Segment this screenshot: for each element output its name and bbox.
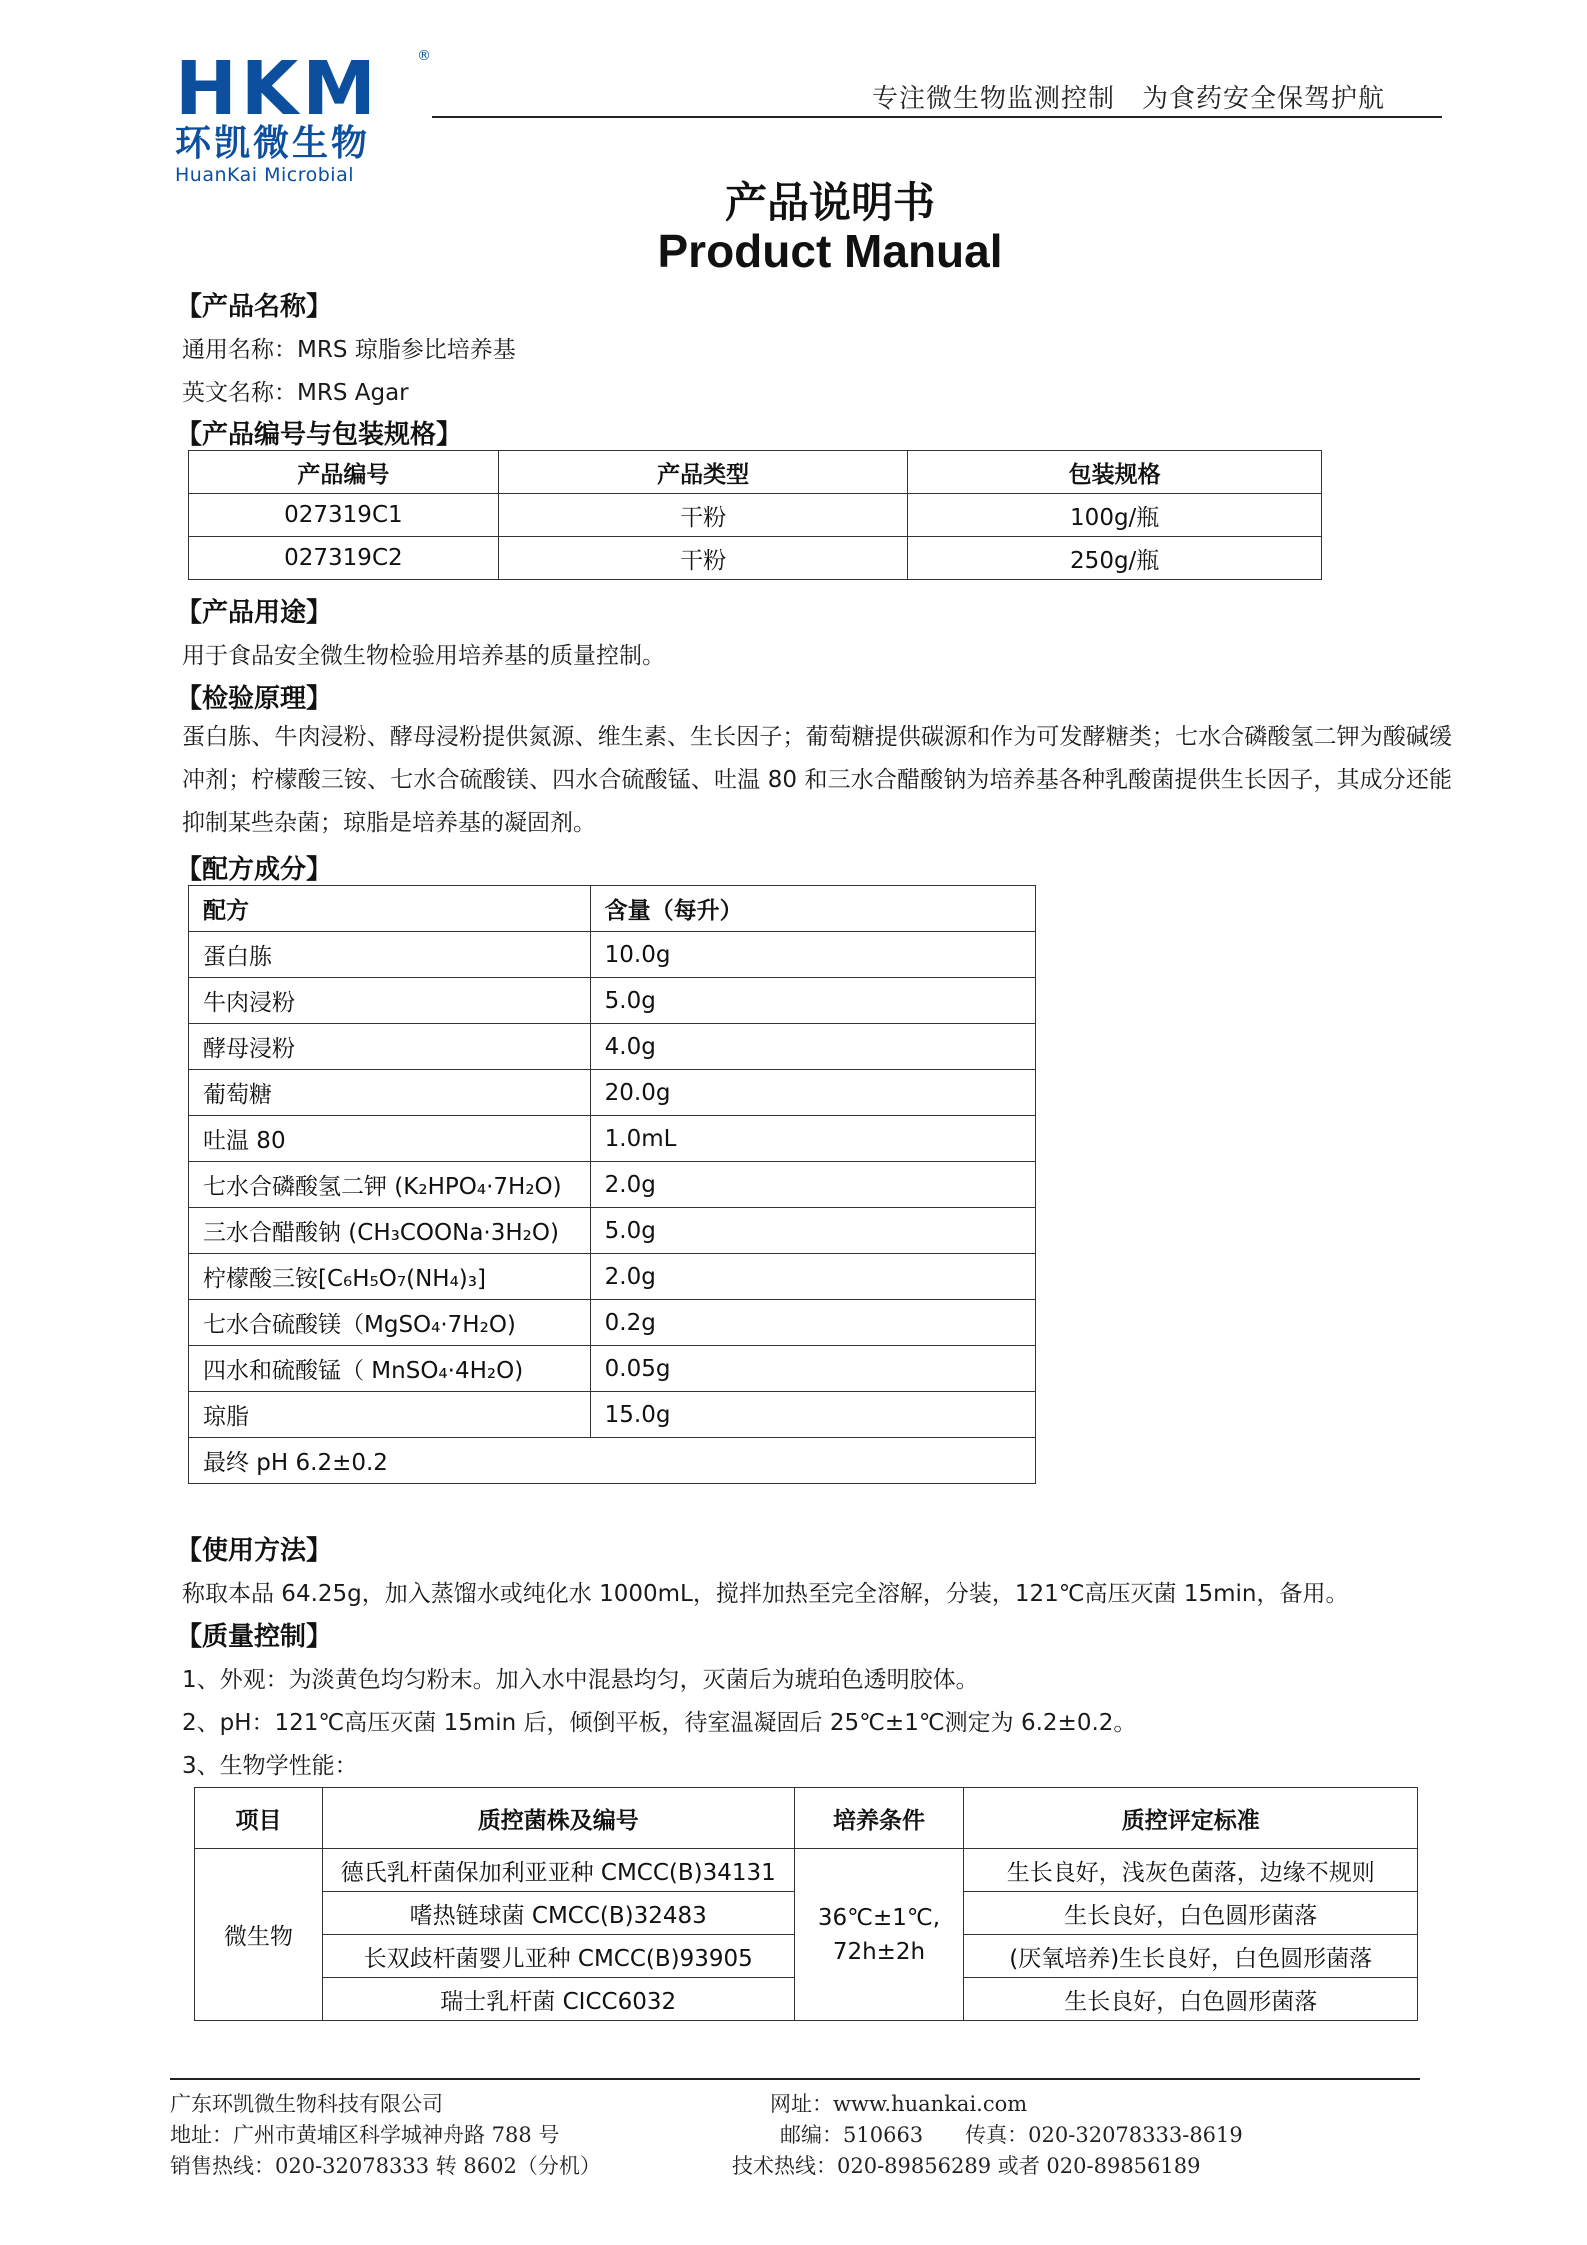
final-ph: 最终 pH 6.2±0.2	[189, 1438, 1036, 1484]
footer-sales-hotline: 销售热线：020-32078333 转 8602（分机）	[170, 2154, 601, 2178]
ingredient-name: 七水合磷酸氢二钾 (K₂HPO₄·7H₂O)	[189, 1162, 591, 1208]
section-heading-product-name: 【产品名称】	[176, 292, 333, 322]
strain-cell: 长双歧杆菌婴儿亚种 CMCC(B)93905	[322, 1935, 794, 1978]
project-cell: 微生物	[195, 1849, 323, 2021]
section-heading-usage: 【产品用途】	[176, 598, 333, 628]
ingredient-name: 蛋白胨	[189, 932, 591, 978]
usage-text: 用于食品安全微生物检验用培养基的质量控制。	[182, 643, 665, 669]
ingredient-name: 琼脂	[189, 1392, 591, 1438]
page-title-en: Product Manual	[657, 225, 1003, 277]
ingredient-name: 柠檬酸三铵[C₆H₅O₇(NH₄)₃]	[189, 1254, 591, 1300]
table-row	[189, 1438, 1036, 1484]
table-row	[189, 1300, 1036, 1346]
table-row	[189, 1116, 1036, 1162]
culture-conditions-cell	[794, 1849, 964, 2021]
ingredient-amount: 0.05g	[590, 1346, 1035, 1392]
column-header: 产品类型	[498, 451, 908, 494]
ingredient-amount: 10.0g	[590, 932, 1035, 978]
package-size: 250g/瓶	[908, 537, 1322, 580]
ingredient-amount: 2.0g	[590, 1162, 1035, 1208]
quality-item-appearance: 1、外观：为淡黄色均匀粉末。加入水中混悬均匀，灭菌后为琥珀色透明胶体。	[182, 1667, 979, 1693]
company-logo	[175, 46, 431, 186]
section-heading-method: 【使用方法】	[176, 1536, 333, 1566]
section-heading-packaging: 【产品编号与包装规格】	[176, 420, 463, 450]
table-row	[189, 1070, 1036, 1116]
strain-cell: 嗜热链球菌 CMCC(B)32483	[322, 1892, 794, 1935]
table-header-row	[195, 1788, 1418, 1849]
product-code: 027319C1	[189, 494, 499, 537]
criteria-cell: 生长良好，白色圆形菌落	[964, 1892, 1418, 1935]
footer-divider	[170, 2078, 1420, 2080]
english-name: 英文名称：MRS Agar	[182, 380, 409, 406]
strain-cell: 德氏乳杆菌保加利亚亚种 CMCC(B)34131	[322, 1849, 794, 1892]
logo-english-name: HuanKai Microbial	[175, 164, 354, 186]
footer-tech-hotline: 技术热线：020-89856289 或者 020-89856189	[732, 2154, 1201, 2178]
column-header: 包装规格	[908, 451, 1322, 494]
quality-item-biology: 3、生物学性能：	[182, 1753, 358, 1779]
page-title-cn: 产品说明书	[724, 178, 935, 227]
culture-temperature: 36℃±1℃,	[817, 1904, 941, 1931]
principle-text: 蛋白胨、牛肉浸粉、酵母浸粉提供氮源、维生素、生长因子；葡萄糖提供碳源和作为可发酵糖类；七水合磷酸氢二钾为酸碱缓冲剂；柠檬酸三铵、七水合硫酸镁、四水合硫酸锰、吐温 80 和三水合醋酸钠为培养基各种乳酸菌提供生长因子，其成分还能抑制某些杂菌；琼脂是培养基的凝固剂。	[182, 724, 1452, 836]
criteria-cell: 生长良好，浅灰色菌落，边缘不规则	[964, 1849, 1418, 1892]
table-row	[189, 978, 1036, 1024]
registered-mark: ®	[417, 48, 431, 64]
ingredient-name: 葡萄糖	[189, 1070, 591, 1116]
ingredient-name: 七水合硫酸镁（MgSO₄·7H₂O)	[189, 1300, 591, 1346]
criteria-cell: 生长良好，白色圆形菌落	[964, 1978, 1418, 2021]
table-row	[189, 1254, 1036, 1300]
ingredient-amount: 2.0g	[590, 1254, 1035, 1300]
ingredient-name: 三水合醋酸钠 (CH₃COONa·3H₂O)	[189, 1208, 591, 1254]
section-heading-quality: 【质量控制】	[176, 1622, 333, 1652]
footer-website: 网址：www.huankai.com	[770, 2092, 1028, 2116]
ingredient-amount: 0.2g	[590, 1300, 1035, 1346]
column-header: 含量（每升）	[590, 886, 1035, 932]
column-header: 质控评定标准	[964, 1788, 1418, 1849]
section-heading-principle: 【检验原理】	[176, 684, 333, 714]
table-row	[189, 1392, 1036, 1438]
column-header: 产品编号	[189, 451, 499, 494]
biological-performance-table	[194, 1787, 1418, 2021]
table-row	[189, 494, 1322, 537]
product-type: 干粉	[498, 494, 908, 537]
column-header: 培养条件	[794, 1788, 964, 1849]
table-row	[189, 1162, 1036, 1208]
table-row	[189, 1024, 1036, 1070]
ingredient-name: 四水和硫酸锰（ MnSO₄·4H₂O)	[189, 1346, 591, 1392]
logo-chinese-name: 环凯微生物	[175, 123, 371, 164]
packaging-table	[188, 450, 1322, 580]
package-size: 100g/瓶	[908, 494, 1322, 537]
product-type: 干粉	[498, 537, 908, 580]
column-header: 质控菌株及编号	[322, 1788, 794, 1849]
product-code: 027319C2	[189, 537, 499, 580]
ingredient-amount: 5.0g	[590, 978, 1035, 1024]
ingredient-name: 牛肉浸粉	[189, 978, 591, 1024]
ingredient-name: 吐温 80	[189, 1116, 591, 1162]
table-row	[189, 1208, 1036, 1254]
ingredient-amount: 5.0g	[590, 1208, 1035, 1254]
strain-cell: 瑞士乳杆菌 CICC6032	[322, 1978, 794, 2021]
table-row	[189, 537, 1322, 580]
table-row	[189, 932, 1036, 978]
ingredient-amount: 20.0g	[590, 1070, 1035, 1116]
ingredient-amount: 4.0g	[590, 1024, 1035, 1070]
table-header-row	[189, 451, 1322, 494]
ingredient-amount: 15.0g	[590, 1392, 1035, 1438]
quality-item-ph: 2、pH：121℃高压灭菌 15min 后，倾倒平板，待室温凝固后 25℃±1℃测定为 6.2±0.2。	[182, 1710, 1137, 1736]
table-header-row	[189, 886, 1036, 932]
logo-mark: HKM	[175, 46, 380, 132]
column-header: 配方	[189, 886, 591, 932]
culture-time: 72h±2h	[832, 1938, 926, 1965]
header-divider	[432, 116, 1442, 118]
column-header: 项目	[195, 1788, 323, 1849]
table-row	[195, 1849, 1418, 1892]
formula-table	[188, 885, 1036, 1484]
table-row	[189, 1346, 1036, 1392]
header-slogan: 专注微生物监测控制 为食药安全保驾护航	[872, 84, 1386, 114]
footer-address: 地址：广州市黄埔区科学城神舟路 788 号	[170, 2123, 560, 2147]
ingredient-amount: 1.0mL	[590, 1116, 1035, 1162]
ingredient-name: 酵母浸粉	[189, 1024, 591, 1070]
criteria-cell: (厌氧培养)生长良好，白色圆形菌落	[964, 1935, 1418, 1978]
method-text: 称取本品 64.25g，加入蒸馏水或纯化水 1000mL，搅拌加热至完全溶解，分装，121℃高压灭菌 15min，备用。	[182, 1581, 1349, 1607]
section-heading-formula: 【配方成分】	[176, 855, 333, 885]
footer-postcode-fax: 邮编：510663 传真：020-32078333-8619	[780, 2123, 1243, 2147]
footer-company: 广东环凯微生物科技有限公司	[170, 2092, 443, 2116]
common-name: 通用名称：MRS 琼脂参比培养基	[182, 337, 516, 363]
